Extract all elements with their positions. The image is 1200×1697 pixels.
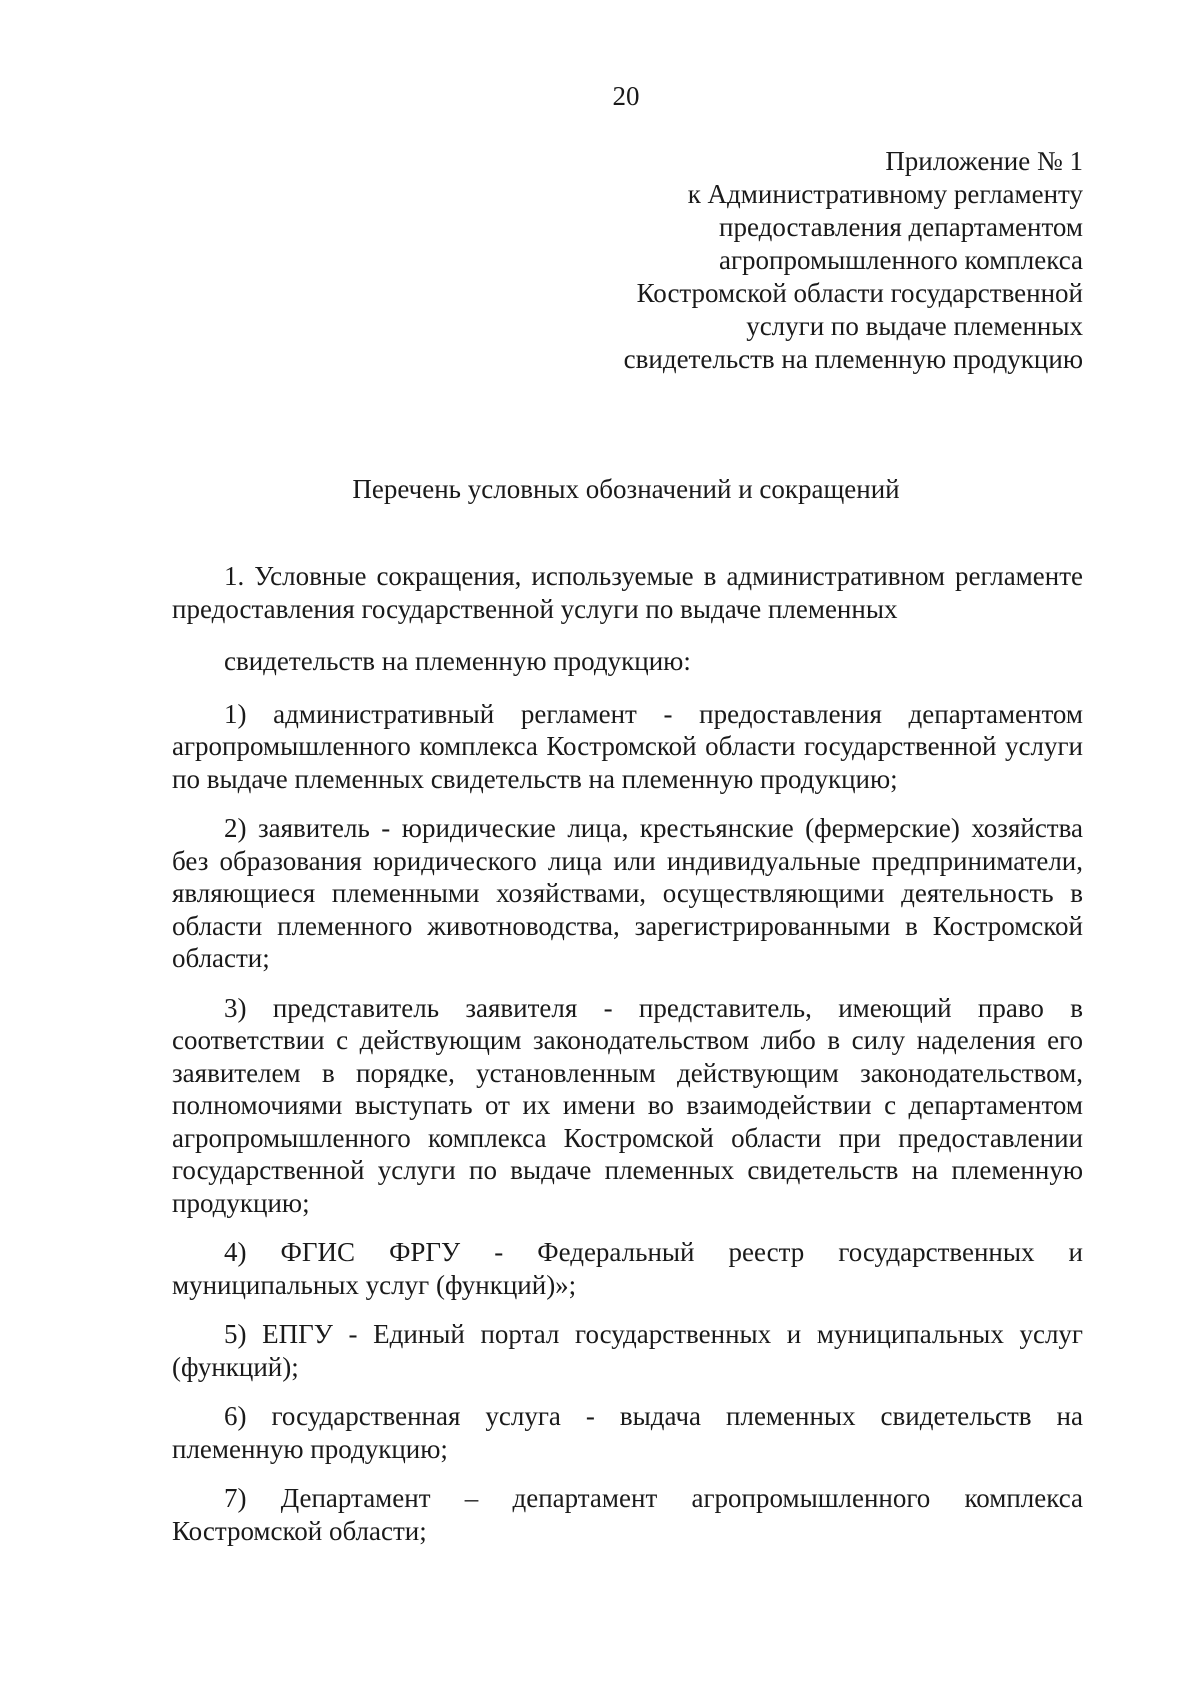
appendix-line: услуги по выдаче племенных	[746, 311, 1083, 341]
list-item: 3) представитель заявителя - представитель, имеющий право в соответствии с действующим законодательством либо в силу наделения его заявителем в порядке, установленным действующим законодательством, полномочиями выступать от их имени во взаимодействии с департаментом агропромышленного комплекса Костромской области при предоставлении государственной услуги по выдаче племенных свидетельств на племенную продукцию;	[172, 992, 1083, 1218]
list-item: 7) Департамент – департамент агропромышленного комплекса Костромской области;	[172, 1483, 1083, 1546]
appendix-line: агропромышленного комплекса	[719, 245, 1083, 275]
page-number: 20	[612, 81, 640, 111]
document-title: Перечень условных обозначений и сокращений	[352, 474, 900, 504]
intro-paragraph: 1. Условные сокращения, используемые в административном регламенте предоставления государственной услуги по выдаче племенных	[172, 561, 1083, 624]
list-item: 2) заявитель - юридические лица, крестьянские (фермерские) хозяйства без образования юридического лица или индивидуальные предприниматели, являющиеся племенными хозяйствами, осуществляющими деятельность в области племенного животноводства, зарегистрированными в Костромской области;	[172, 813, 1083, 973]
list-item: 1) административный регламент - предоставления департаментом агропромышленного комплекса Костромской области государственной услуги по выдаче племенных свидетельств на племенную продукцию;	[172, 698, 1083, 794]
document-body	[172, 560, 1083, 1564]
appendix-line: предоставления департаментом	[719, 212, 1083, 242]
appendix-line: Костромской области государственной	[636, 278, 1083, 308]
appendix-line: свидетельств на племенную продукцию	[623, 344, 1083, 374]
appendix-line: к Административному регламенту	[687, 179, 1083, 209]
list-item: 6) государственная услуга - выдача племенных свидетельств на племенную продукцию;	[172, 1401, 1083, 1464]
appendix-line: Приложение № 1	[885, 146, 1083, 176]
list-item: 4) ФГИС ФРГУ - Федеральный реестр государственных и муниципальных услуг (функций)»;	[172, 1237, 1083, 1300]
list-item: 5) ЕПГУ - Единый портал государственных и муниципальных услуг (функций);	[172, 1319, 1083, 1382]
appendix-header	[523, 145, 1083, 376]
intro-continuation: свидетельств на племенную продукцию:	[224, 646, 691, 676]
